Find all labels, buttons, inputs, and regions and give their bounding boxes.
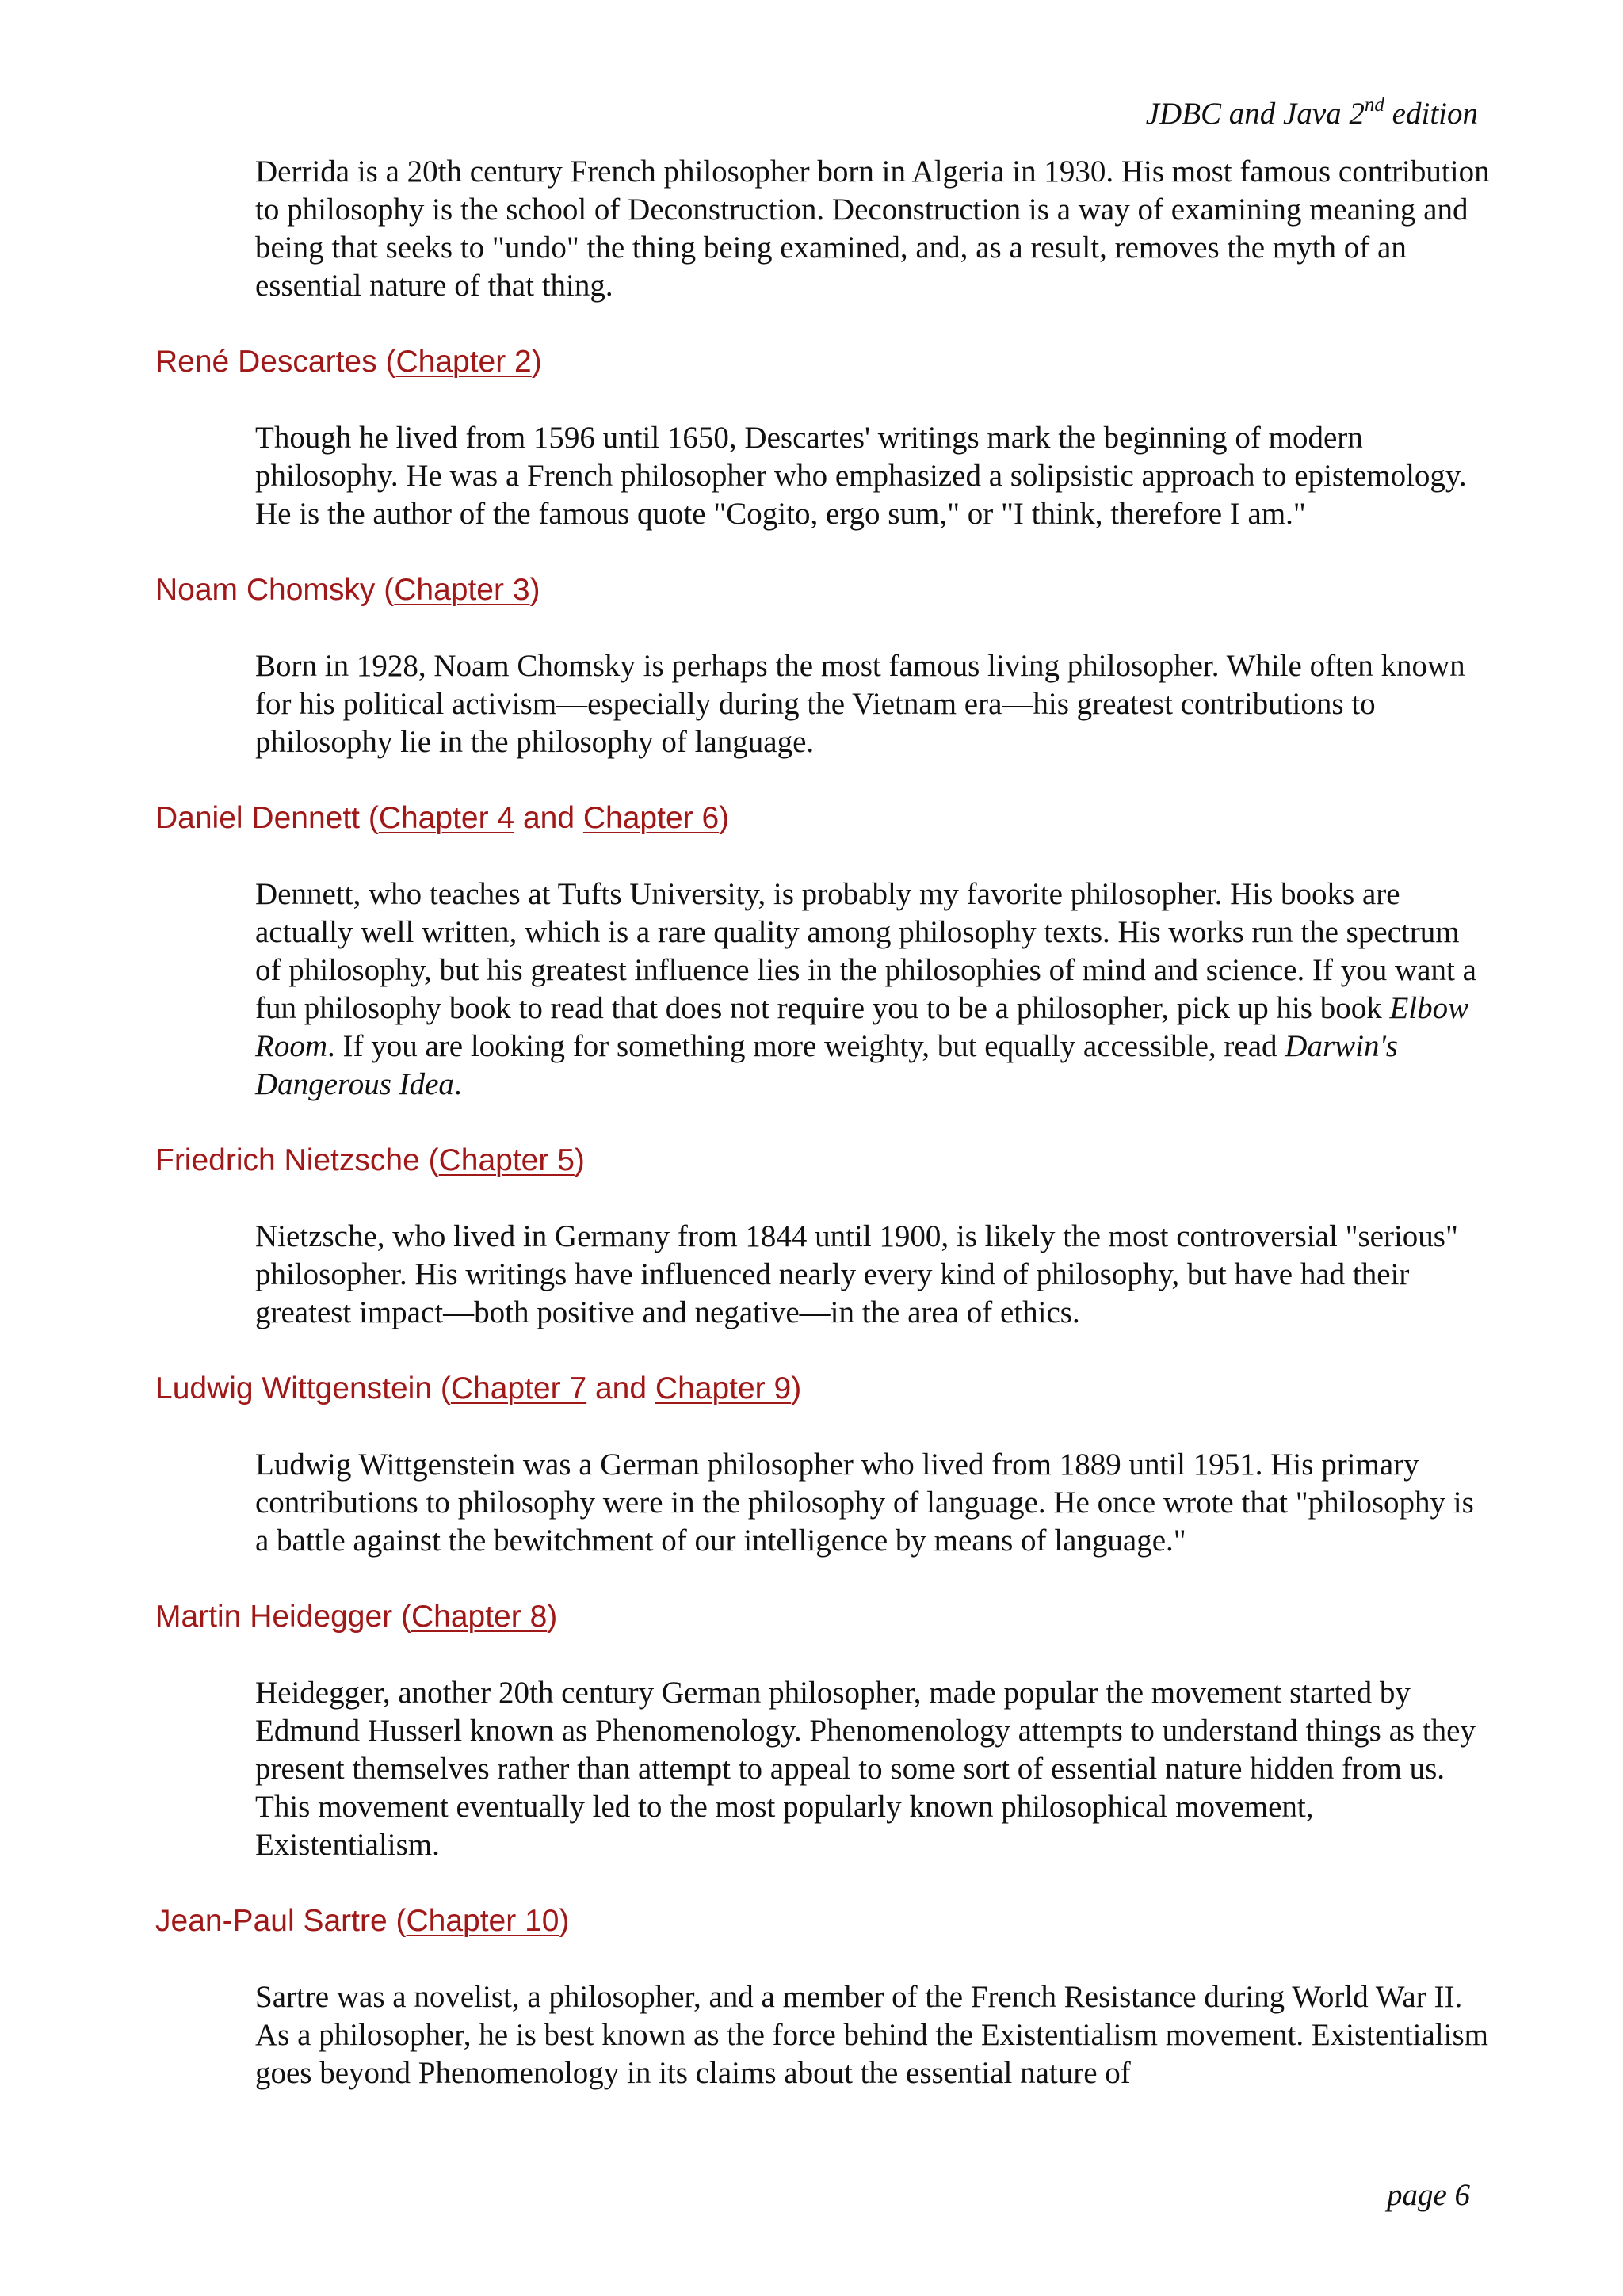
section-heading-dennett: Daniel Dennett (Chapter 4 and Chapter 6) — [155, 801, 730, 835]
heading-name: Ludwig Wittgenstein — [155, 1371, 433, 1405]
paragraph-text: . — [453, 1067, 462, 1101]
heading-name: Friedrich Nietzsche — [155, 1143, 420, 1177]
section-paragraph-wittgenstein: Ludwig Wittgenstein was a German philosopher who lived from 1889 until 1951. His primary contributions to philosophy were in the philosophy of language. He once wrote that "philosophy is a battle against the bewitchment of our intelligence by means of language." — [255, 1447, 1474, 1558]
section-heading-wittgenstein: Ludwig Wittgenstein (Chapter 7 and Chapter 9) — [155, 1371, 802, 1405]
section-paragraph-sartre: Sartre was a novelist, a philosopher, and a member of the French Resistance during World War II. As a philosopher, he is best known as the force behind the Existentialism movement. Existentialism goes beyond Phenomenology in its claims about the essential nature of — [255, 1980, 1488, 2090]
chapter-link[interactable]: Chapter 10 — [406, 1904, 559, 1938]
section-heading-chomsky: Noam Chomsky (Chapter 3) — [155, 573, 540, 607]
book-title: Darwin's Dangerous Idea — [255, 1029, 1398, 1101]
heading-name: René Descartes — [155, 345, 377, 379]
header-title-suffix: edition — [1384, 97, 1478, 131]
paragraph-text: Dennett, who teaches at Tufts University, is probably my favorite philosopher. His books are actually well written, which is a rare quality among philosophy texts. His works run the spectrum of philosophy, but his greatest influence lies in the philosophies of mind and science. If you want a fun philosophy book to read that does not require you to be a philosopher, pick up his book — [255, 877, 1476, 1025]
book-title: Elbow Room — [255, 991, 1469, 1063]
chapter-link[interactable]: Chapter 9 — [655, 1371, 792, 1405]
paragraph-text: . If you are looking for something more weighty, but equally accessible, read — [327, 1029, 1285, 1063]
chapter-link[interactable]: Chapter 7 — [450, 1371, 587, 1405]
section-heading-nietzsche: Friedrich Nietzsche (Chapter 5) — [155, 1143, 585, 1177]
section-paragraph-heidegger: Heidegger, another 20th century German philosopher, made popular the movement started by Edmund Husserl known as Phenomenology. Phenomenology attempts to understand things as they present themselves rather than attempt to appeal to some sort of essential nature hidden from us. This movement eventually led to the most popularly known philosophical movement, Existentialism. — [255, 1676, 1476, 1862]
section-paragraph-descartes: Though he lived from 1596 until 1650, Descartes' writings mark the beginning of modern philosophy. He was a French philosopher who emphasized a solipsistic approach to epistemology. He is the author of the famous quote "Cogito, ergo sum," or "I think, therefore I am." — [255, 421, 1467, 531]
page-content — [155, 153, 1490, 2092]
section-heading-sartre: Jean-Paul Sartre (Chapter 10) — [155, 1904, 570, 1938]
chapter-link[interactable]: Chapter 4 — [378, 801, 515, 835]
section-heading-heidegger: Martin Heidegger (Chapter 8) — [155, 1600, 558, 1634]
section-paragraph-dennett — [255, 875, 1491, 1104]
running-header — [1146, 95, 1478, 133]
page-number: page 6 — [1386, 2178, 1470, 2212]
header-title-superscript: nd — [1364, 94, 1384, 116]
heading-name: Jean-Paul Sartre — [155, 1904, 388, 1938]
heading-conjunction: and — [594, 1371, 647, 1405]
section-heading-descartes: René Descartes (Chapter 2) — [155, 345, 542, 379]
heading-name: Martin Heidegger — [155, 1600, 393, 1634]
heading-conjunction: and — [522, 801, 575, 835]
chapter-link[interactable]: Chapter 2 — [395, 345, 532, 379]
chapter-link[interactable]: Chapter 8 — [411, 1600, 548, 1634]
chapter-link[interactable]: Chapter 6 — [582, 801, 720, 835]
header-title-main: JDBC and Java 2 — [1145, 97, 1365, 131]
chapter-link[interactable]: Chapter 5 — [438, 1143, 575, 1177]
intro-paragraph: Derrida is a 20th century French philosopher born in Algeria in 1930. His most famous contribution to philosophy is the school of Deconstruction. Deconstruction is a way of examining meaning and being that seeks to "undo" the thing being examined, and, as a result, removes the myth of an essential nature of that thing. — [255, 154, 1490, 303]
section-paragraph-nietzsche: Nietzsche, who lived in Germany from 1844 until 1900, is likely the most controversial "serious" philosopher. His writings have influenced nearly every kind of philosophy, but have had their greatest impact—both positive and negative—in the area of ethics. — [255, 1219, 1458, 1329]
heading-name: Daniel Dennett — [155, 801, 360, 835]
chapter-link[interactable]: Chapter 3 — [394, 573, 530, 607]
section-paragraph-chomsky: Born in 1928, Noam Chomsky is perhaps the most famous living philosopher. While often known for his political activism—especially during the Vietnam era—his greatest contributions to philosophy lie in the philosophy of language. — [255, 649, 1465, 759]
heading-name: Noam Chomsky — [155, 573, 376, 607]
